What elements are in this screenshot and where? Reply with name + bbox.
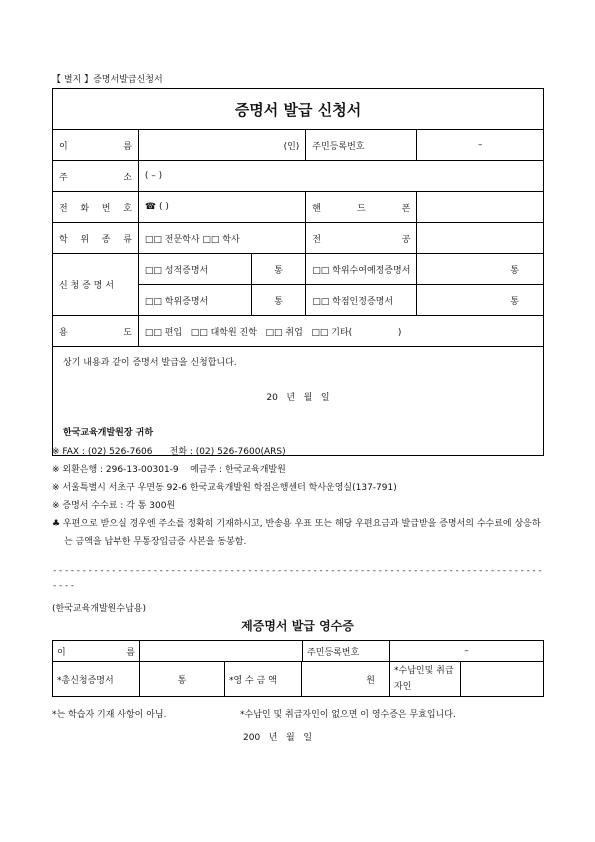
receipt-table — [52, 640, 544, 697]
degree-options[interactable]: □□ 전문학사 □□ 학사 — [138, 223, 305, 254]
application-date[interactable]: 20 년 월 일 — [266, 393, 330, 403]
note-bank: ※ 외환은행 : 296-13-00301-9 예금주 : 한국교육개발원 — [52, 465, 286, 475]
receipt-total-label: *총신청증명서 — [53, 662, 140, 697]
note-fee: ※ 증명서 수수료 : 각 통 300원 — [52, 501, 176, 511]
receipt-name-field[interactable] — [140, 641, 303, 662]
degree-label: 학 위 종 류 — [53, 223, 139, 254]
major-field[interactable] — [417, 223, 544, 254]
cert-expected-option[interactable]: □□ 학위수여예정증명서 — [306, 254, 417, 285]
footer-note-2: *수납인 및 취급자인이 없으면 이 영수증은 무효입니다. — [240, 710, 456, 720]
receipt-amount-field[interactable]: 원 — [302, 662, 390, 697]
rrn-label: 주민등록번호 — [306, 130, 417, 161]
receipt-rrn-field[interactable]: – — [390, 641, 544, 662]
cert-expected-count[interactable]: 통 — [417, 254, 544, 285]
receipt-date[interactable]: 200 년 월 일 — [243, 733, 313, 743]
cert-degree-option[interactable]: □□ 학위증명서 — [138, 285, 251, 316]
address-label: 주 소 — [53, 161, 139, 192]
cert-credit-count[interactable]: 통 — [417, 285, 544, 316]
purpose-options[interactable]: □□ 편입 □□ 대학원 진학 □□ 취업 □□ 기타( ) — [138, 316, 543, 347]
receipt-rrn-label: 주민등록번호 — [303, 641, 390, 662]
receipt-handler-label: *수납인및 취급자인 — [390, 662, 461, 697]
notes — [52, 443, 547, 551]
footer-note-1: *는 학습자 기재 사항이 아님. — [52, 710, 167, 720]
cert-transcript-count[interactable]: 통 — [251, 254, 306, 285]
name-field[interactable] — [138, 130, 305, 161]
cut-line: --------------------------------------------------------------------------------------- — [52, 566, 544, 591]
cert-credit-option[interactable]: □□ 학점인정증명서 — [306, 285, 417, 316]
note-mail: ♣ 우편으로 받으실 경우엔 주소를 정확히 기재하시고, 반송용 우표 또는 해당 우편요금과 발급받을 증명서의 수수료에 상응하는 금액을 납부한 무통장입금증 사본을 동봉함. — [52, 519, 541, 547]
application-statement-box — [53, 347, 544, 456]
application-table — [52, 88, 544, 456]
receipt-handler-field[interactable] — [461, 662, 544, 697]
copy-label: (한국교육개발원수납용) — [52, 604, 146, 614]
statement-text: 상기 내용과 같이 증명서 발급을 신청합니다. — [63, 358, 237, 368]
receipt-name-label: 이 름 — [53, 641, 140, 662]
rrn-field[interactable]: – — [417, 130, 544, 161]
cert-transcript-option[interactable]: □□ 성적증명서 — [138, 254, 251, 285]
receipt-title: 제증명서 발급 영수증 — [241, 619, 354, 633]
major-label: 전 공 — [306, 223, 417, 254]
mobile-field[interactable] — [417, 192, 544, 223]
name-label: 이 름 — [53, 130, 139, 161]
note-address: ※ 서울특별시 서초구 우면동 92-6 한국교육개발원 학점은행센터 학사운영실(137-791) — [52, 483, 397, 493]
note-fax: ※ FAX : (02) 526-7606 전화 : (02) 526-7600(ARS) — [52, 447, 286, 457]
purpose-label: 용 도 — [53, 316, 139, 347]
form-label: 【 별지 】증명서발급신청서 — [52, 75, 163, 85]
seal-mark: (인) — [283, 141, 300, 152]
mobile-label: 핸 드 폰 — [306, 192, 417, 223]
cert-label: 신 청 증 명 서 — [53, 254, 139, 316]
cert-degree-count[interactable]: 통 — [251, 285, 306, 316]
phone-field[interactable]: ☎ ( ) — [138, 192, 305, 223]
recipient: 한국교육개발원장 귀하 — [63, 428, 154, 438]
form-title: 증명서 발급 신청서 — [53, 89, 544, 130]
phone-label: 전 화 번 호 — [53, 192, 139, 223]
receipt-total-field[interactable]: 통 — [140, 662, 225, 697]
receipt-amount-label: *영 수 금 액 — [225, 662, 302, 697]
address-field[interactable]: ( – ) — [138, 161, 543, 192]
